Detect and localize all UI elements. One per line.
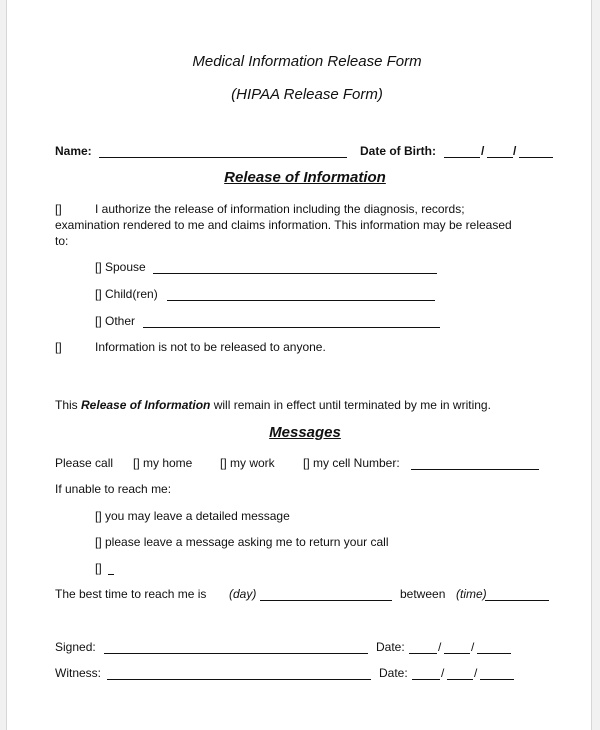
signed-date-label: Date: bbox=[376, 640, 405, 654]
date-separator: / bbox=[438, 640, 442, 654]
if-unable-label: If unable to reach me: bbox=[55, 482, 172, 496]
best-time-label: The best time to reach me is bbox=[55, 587, 207, 601]
dob-month-blank[interactable] bbox=[444, 157, 480, 158]
authorize-text-line3: to: bbox=[55, 234, 69, 248]
date-separator: / bbox=[474, 666, 478, 680]
document-page bbox=[6, 0, 592, 730]
signature-blank[interactable] bbox=[104, 653, 368, 654]
spouse-option[interactable]: [] Spouse bbox=[95, 260, 146, 274]
other-option[interactable]: [] Other bbox=[95, 314, 136, 328]
signed-date-day-blank[interactable] bbox=[444, 653, 470, 654]
please-call-label: Please call bbox=[55, 456, 114, 470]
children-blank[interactable] bbox=[167, 300, 435, 301]
effect-emphasis: Release of Information bbox=[81, 398, 211, 412]
dob-day-blank[interactable] bbox=[487, 157, 513, 158]
name-label: Name: bbox=[55, 144, 92, 158]
dob-year-blank[interactable] bbox=[519, 157, 553, 158]
witness-date-month-blank[interactable] bbox=[412, 679, 440, 680]
children-option[interactable]: [] Child(ren) bbox=[95, 287, 158, 301]
day-blank[interactable] bbox=[260, 600, 392, 601]
dob-separator: / bbox=[513, 144, 517, 158]
blank-option-line[interactable] bbox=[108, 574, 114, 575]
cell-number-blank[interactable] bbox=[411, 469, 539, 470]
witness-date-year-blank[interactable] bbox=[480, 679, 514, 680]
authorize-text-line1: I authorize the release of information including the diagnosis, records; bbox=[95, 202, 465, 216]
effect-statement bbox=[55, 398, 491, 412]
effect-prefix: This bbox=[55, 398, 78, 412]
witness-date-label: Date: bbox=[379, 666, 408, 680]
signed-date-year-blank[interactable] bbox=[477, 653, 511, 654]
no-release-checkbox[interactable]: [] bbox=[55, 340, 62, 354]
blank-option[interactable]: [] bbox=[95, 561, 102, 575]
time-label: (time) bbox=[456, 587, 487, 601]
date-separator: / bbox=[441, 666, 445, 680]
release-heading: Release of Information bbox=[224, 169, 386, 186]
other-blank[interactable] bbox=[143, 327, 440, 328]
dob-separator: / bbox=[481, 144, 485, 158]
no-release-text: Information is not to be released to anyone. bbox=[95, 340, 326, 354]
authorize-checkbox[interactable]: [] bbox=[55, 202, 62, 216]
form-title: Medical Information Release Form bbox=[192, 53, 422, 70]
signed-date-month-blank[interactable] bbox=[409, 653, 437, 654]
date-separator: / bbox=[471, 640, 475, 654]
return-call-option[interactable]: [] please leave a message asking me to return your call bbox=[95, 535, 389, 549]
witness-blank[interactable] bbox=[107, 679, 371, 680]
my-home-option[interactable]: [] my home bbox=[133, 456, 193, 470]
dob-label: Date of Birth: bbox=[360, 144, 436, 158]
my-work-option[interactable]: [] my work bbox=[220, 456, 275, 470]
signed-label: Signed: bbox=[55, 640, 96, 654]
spouse-blank[interactable] bbox=[153, 273, 437, 274]
form-subtitle: (HIPAA Release Form) bbox=[231, 86, 383, 103]
between-label: between bbox=[400, 587, 446, 601]
messages-heading: Messages bbox=[269, 424, 341, 441]
authorize-text-line2: examination rendered to me and claims information. This information may be released bbox=[55, 218, 512, 232]
effect-suffix: will remain in effect until terminated by me in writing. bbox=[213, 398, 491, 412]
witness-label: Witness: bbox=[55, 666, 102, 680]
my-cell-option[interactable]: [] my cell Number: bbox=[303, 456, 400, 470]
name-blank[interactable] bbox=[99, 157, 347, 158]
detailed-message-option[interactable]: [] you may leave a detailed message bbox=[95, 509, 290, 523]
day-label: (day) bbox=[229, 587, 257, 601]
witness-date-day-blank[interactable] bbox=[447, 679, 473, 680]
time-blank[interactable] bbox=[485, 600, 549, 601]
